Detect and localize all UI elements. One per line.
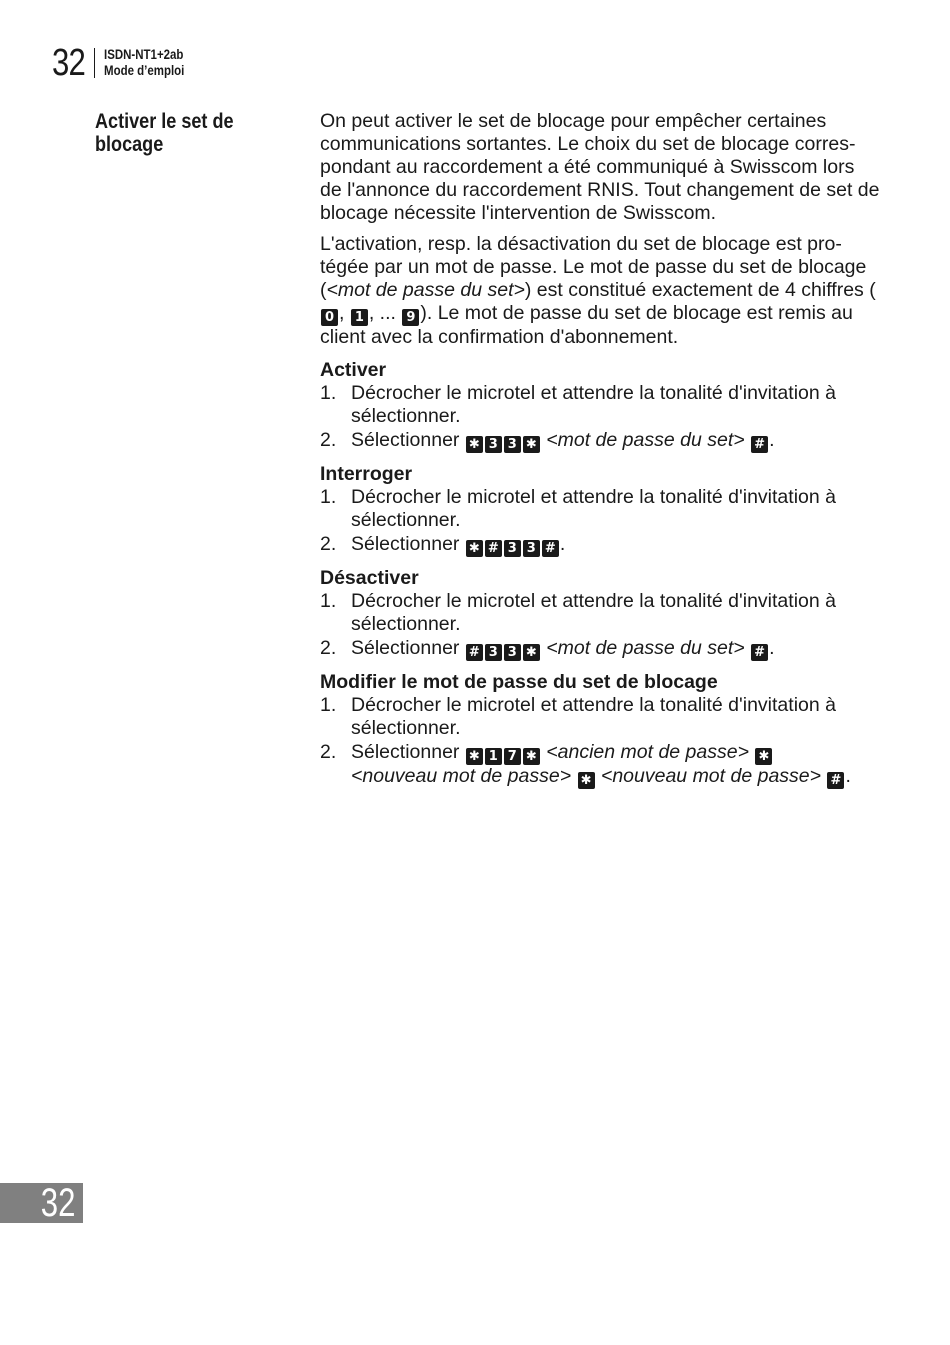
step-number: 1.	[320, 382, 337, 404]
key-star-icon: ✱	[466, 748, 483, 765]
steps-modifier	[320, 694, 880, 789]
key-3-icon: 3	[523, 540, 540, 557]
step-select-label: Sélectionner	[351, 741, 460, 763]
list-item	[320, 694, 880, 740]
step-select-label: Sélectionner	[351, 533, 460, 555]
step-new-password-term: <nouveau mot de passe>	[351, 765, 572, 787]
step-text: Décrocher le microtel et attendre la tonalité d'invitation à sélectionner.	[351, 694, 836, 739]
section-title	[95, 110, 267, 156]
step-new-password-term-repeat: <nouveau mot de passe>	[600, 765, 822, 787]
intro-p2-password-term: <mot de passe du set>	[326, 279, 525, 301]
key-star-icon: ✱	[755, 748, 772, 765]
key-3-icon: 3	[504, 436, 521, 453]
step-text: Décrocher le microtel et attendre la tonalité d'invitation à sélectionner.	[351, 486, 836, 531]
key-3-icon: 3	[504, 644, 521, 661]
step-text: Décrocher le microtel et attendre la tonalité d'invitation à sélectionner.	[351, 590, 836, 635]
key-hash-icon: #	[751, 644, 768, 661]
key-3-icon: 3	[485, 644, 502, 661]
step-number: 2.	[320, 429, 337, 451]
step-period: .	[559, 533, 566, 555]
step-text: Décrocher le microtel et attendre la tonalité d'invitation à sélectionner.	[351, 382, 836, 427]
heading-interroger: Interroger	[320, 463, 413, 485]
key-hash-icon: #	[751, 436, 768, 453]
intro-p2-text-c: ). Le mot de passe du set de blocage est remis au client avec la confirmation d'abonnement.	[320, 302, 853, 348]
step-select-label: Sélectionner	[351, 429, 460, 451]
list-item	[320, 741, 880, 789]
intro-p2-sep-2: , ...	[368, 302, 402, 324]
intro-p2-sep-1: ,	[339, 302, 350, 324]
step-period: .	[769, 429, 775, 451]
step-number: 2.	[320, 637, 337, 659]
step-number: 2.	[320, 741, 337, 763]
key-star-icon: ✱	[523, 748, 540, 765]
key-3-icon: 3	[485, 436, 502, 453]
header-subtitle: Mode d’emploi	[104, 62, 185, 78]
key-1-icon: 1	[351, 309, 368, 326]
key-star-icon: ✱	[466, 540, 483, 557]
header-divider	[94, 48, 95, 78]
step-period: .	[769, 637, 775, 659]
header-title-block	[104, 46, 184, 78]
heading-modifier: Modifier le mot de passe du set de blocage	[320, 671, 718, 693]
key-star-icon: ✱	[466, 436, 483, 453]
header-page-number: 32	[52, 42, 86, 84]
page-number-tab	[0, 1183, 83, 1223]
key-hash-icon: #	[466, 644, 483, 661]
key-star-icon: ✱	[578, 772, 595, 789]
key-hash-icon: #	[542, 540, 559, 557]
list-item	[320, 590, 880, 636]
main-content	[320, 110, 880, 790]
step-password-term: <mot de passe du set>	[546, 637, 745, 659]
step-period: .	[845, 765, 851, 787]
intro-p2-text-a: L'activation, resp. la désactivation du set de blocage est pro-tégée par un mot de passe. Le mot de passe du set de blocage (	[320, 233, 867, 301]
key-star-icon: ✱	[523, 436, 540, 453]
step-number: 1.	[320, 590, 337, 612]
list-item	[320, 382, 880, 428]
section-title-line-2: blocage	[95, 133, 164, 156]
header-product: ISDN-NT1+2ab	[104, 46, 184, 62]
steps-interroger	[320, 486, 880, 557]
step-number: 2.	[320, 533, 337, 555]
intro-p2-text-b: ) est constitué exactement de 4 chiffres (	[524, 279, 876, 301]
section-title-line-1: Activer le set de	[95, 110, 234, 133]
key-star-icon: ✱	[523, 644, 540, 661]
intro-paragraph-1: On peut activer le set de blocage pour empêcher certaines communications sortantes. Le choix du set de blocage corres-pondant au raccordement a été communiqué à Swisscom lors de l'annonce du raccordement RNIS. Tout changement de set de blocage nécessite l'intervention de Swisscom.	[320, 110, 880, 224]
intro-paragraph-2	[320, 233, 880, 349]
key-3-icon: 3	[504, 540, 521, 557]
step-old-password-term: <ancien mot de passe>	[546, 741, 749, 763]
key-hash-icon: #	[827, 772, 844, 789]
key-hash-icon: #	[485, 540, 502, 557]
list-item	[320, 486, 880, 532]
step-select-label: Sélectionner	[351, 637, 460, 659]
page-tab-number: 32	[40, 1181, 75, 1225]
key-0-icon: 0	[321, 309, 338, 326]
step-number: 1.	[320, 694, 337, 716]
key-7-icon: 7	[504, 748, 521, 765]
list-item	[320, 429, 880, 453]
steps-activer	[320, 382, 880, 453]
step-password-term: <mot de passe du set>	[546, 429, 745, 451]
heading-desactiver: Désactiver	[320, 567, 419, 589]
list-item	[320, 533, 880, 557]
key-1-icon: 1	[485, 748, 502, 765]
heading-activer: Activer	[320, 359, 387, 381]
step-number: 1.	[320, 486, 337, 508]
list-item	[320, 637, 880, 661]
steps-desactiver	[320, 590, 880, 661]
key-9-icon: 9	[402, 309, 419, 326]
